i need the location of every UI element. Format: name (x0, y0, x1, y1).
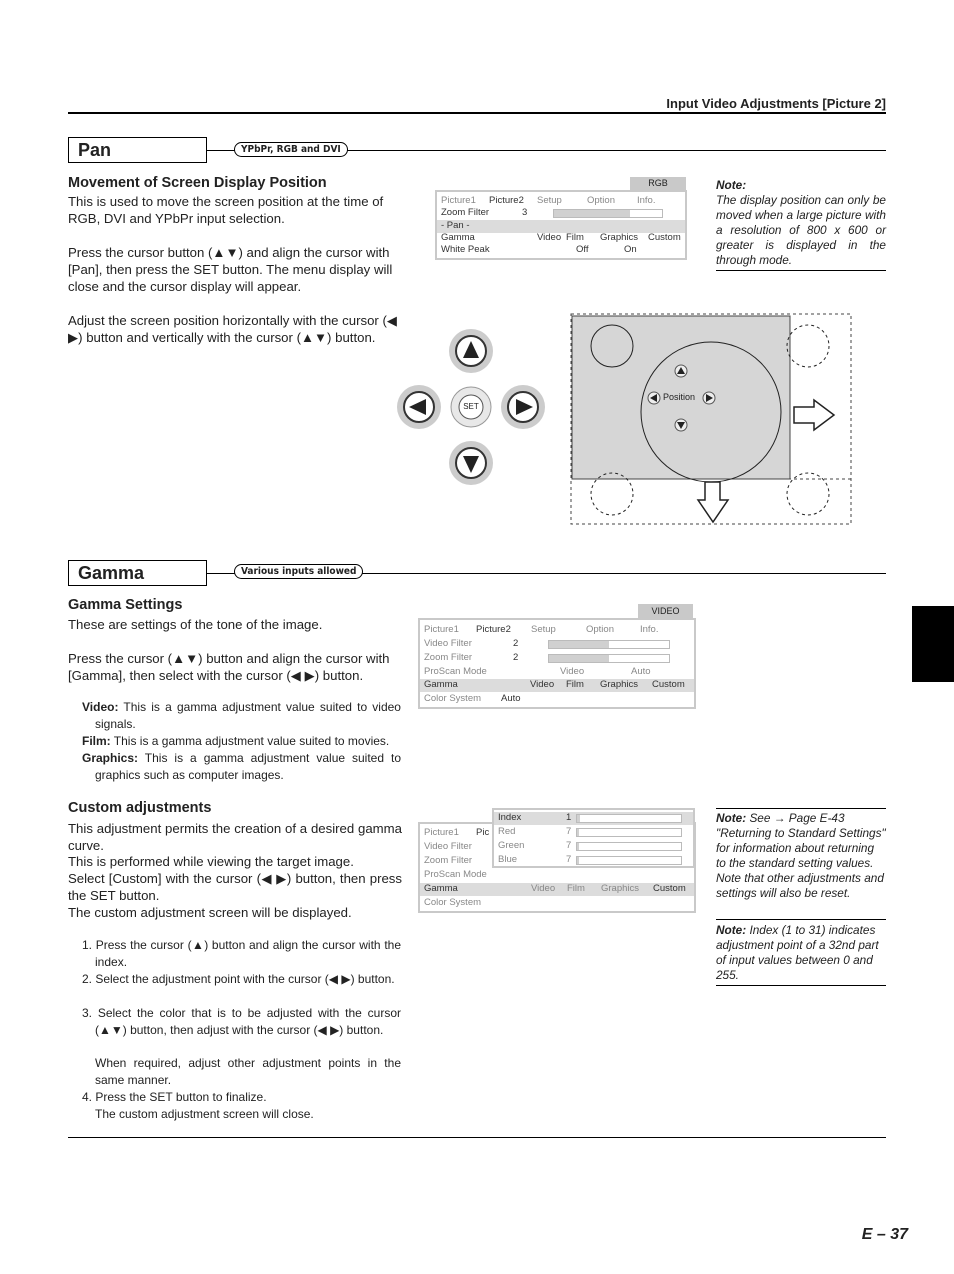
pan-section-title: Pan (68, 137, 207, 163)
gamma-video[interactable]: Video (537, 232, 562, 243)
gamma-input-tag: Various inputs allowed (234, 564, 363, 579)
c-gamma-graphics[interactable]: Graphics (601, 883, 640, 894)
gamma-para2: Press the cursor (▲▼) button and align the cursor with [Gamma], then select with the cursor (◀ ▶) button. (68, 651, 390, 683)
tab-setup[interactable]: Setup (537, 195, 562, 206)
proscan-video[interactable]: Video (560, 666, 585, 677)
def-graphics-term: Graphics: (82, 751, 139, 765)
g-tab-info[interactable]: Info. (640, 624, 659, 635)
gamma-def-film (82, 733, 401, 750)
pan-note-label: Note: (716, 178, 747, 192)
screen-position-diagram (568, 312, 858, 530)
zoom-filter-value-g: 2 (513, 652, 519, 663)
blue-label: Blue (498, 854, 518, 865)
def-video-term: Video: (82, 700, 119, 714)
page-number: E – 37 (861, 1226, 908, 1243)
custom-note2-label: Note: (716, 923, 747, 937)
g-tab-setup[interactable]: Setup (531, 624, 556, 635)
gamma-menu (418, 618, 696, 709)
white-peak-on[interactable]: On (624, 244, 637, 255)
white-peak-label: White Peak (441, 244, 490, 255)
pan-heading: Movement of Screen Display Position (68, 175, 327, 191)
def-film-term: Film: (82, 734, 111, 748)
set-button[interactable]: SET (463, 402, 479, 411)
white-peak-off[interactable]: Off (576, 244, 589, 255)
cursor-left-button[interactable] (397, 385, 441, 429)
custom-heading: Custom adjustments (68, 800, 212, 816)
zoom-filter-label-g: Zoom Filter (424, 652, 473, 663)
step-4: 4. Press the SET button to finalize. (82, 1090, 267, 1104)
custom-line3: Select [Custom] with the cursor (◀ ▶) button, then press the SET button. (68, 871, 402, 903)
custom-note-1 (716, 808, 886, 901)
gamma-graphics[interactable]: Graphics (600, 232, 639, 243)
green-label: Green (498, 840, 525, 851)
c-gamma-custom[interactable]: Custom (653, 883, 686, 894)
step-4-extra: The custom adjustment screen will close. (95, 1107, 314, 1121)
gamma-label: Gamma (441, 232, 475, 243)
pan-row[interactable]: - Pan - (441, 220, 470, 231)
tab-info[interactable]: Info. (637, 195, 656, 206)
c-color-system: Color System (424, 897, 482, 908)
pan-note (716, 178, 886, 271)
header-rule (68, 112, 886, 114)
zoom-filter-value: 3 (522, 207, 528, 218)
video-tag: VIDEO (638, 604, 693, 618)
def-graphics-text: This is a gamma adjustment value suited to graphics such as computer images. (95, 751, 402, 782)
gamma-para1: These are settings of the tone of the image. (68, 617, 323, 632)
custom-index-popup (492, 808, 695, 868)
green-slider[interactable] (576, 842, 682, 851)
cursor-down-button[interactable] (449, 441, 493, 485)
def-film-text: This is a gamma adjustment value suited to movies. (113, 734, 390, 748)
zoom-filter-label: Zoom Filter (441, 207, 490, 218)
chapter-tab (912, 606, 954, 682)
gamma-section-title: Gamma (68, 560, 207, 586)
step-3: 3. Select the color that is to be adjusted with the cursor (▲▼) button, then adjust with the cursor (◀ ▶) button. (82, 1006, 401, 1037)
def-video-text: This is a gamma adjustment value suited to video signals. (95, 700, 401, 731)
pan-para3: Adjust the screen position horizontally with the cursor (◀ ▶) button and vertically with the cursor (▲▼) button. (68, 313, 397, 345)
pan-input-tag: YPbPr, RGB and DVI (234, 142, 348, 157)
c-gamma-video[interactable]: Video (531, 883, 556, 894)
index-value: 1 (566, 812, 572, 823)
step-1: 1. Press the cursor (▲) button and align the cursor with the index. (82, 938, 401, 969)
custom-line2: This is performed while viewing the target image. (68, 854, 354, 869)
tab-option[interactable]: Option (587, 195, 615, 206)
c-video-filter: Video Filter (424, 841, 472, 852)
gamma-film-g[interactable]: Film (566, 679, 584, 690)
gamma-custom[interactable]: Custom (648, 232, 681, 243)
color-system-label: Color System (424, 693, 482, 704)
tab-picture2[interactable]: Picture2 (489, 195, 524, 206)
blue-value: 7 (566, 854, 572, 865)
c-zoom-filter: Zoom Filter (424, 855, 473, 866)
c-gamma-label[interactable]: Gamma (424, 883, 458, 894)
step-3-extra: When required, adjust other adjustment points in the same manner. (95, 1056, 401, 1087)
gamma-graphics-g[interactable]: Graphics (600, 679, 639, 690)
custom-note-2 (716, 919, 886, 986)
proscan-label: ProScan Mode (424, 666, 487, 677)
video-filter-value: 2 (513, 638, 519, 649)
gamma-custom-g[interactable]: Custom (652, 679, 685, 690)
custom-para: This adjustment permits the creation of a desired gamma curve. (68, 821, 402, 853)
video-filter-slider[interactable] (548, 640, 670, 649)
pan-para1: This is used to move the screen position at the time of RGB, DVI and YPbPr input selection. (68, 194, 384, 226)
g-tab-option[interactable]: Option (586, 624, 614, 635)
tab-picture1[interactable]: Picture1 (441, 195, 476, 206)
video-filter-label: Video Filter (424, 638, 472, 649)
custom-line4: The custom adjustment screen will be displayed. (68, 905, 352, 920)
zoom-filter-slider[interactable] (553, 209, 663, 218)
running-header: Input Video Adjustments [Picture 2] (666, 96, 886, 111)
g-tab-picture1[interactable]: Picture1 (424, 624, 459, 635)
g-tab-picture2[interactable]: Picture2 (476, 624, 511, 635)
blue-slider[interactable] (576, 856, 682, 865)
gamma-film[interactable]: Film (566, 232, 584, 243)
green-value: 7 (566, 840, 572, 851)
position-label: Position (663, 392, 696, 402)
pan-note-text: The display position can only be moved when a large picture with a resolution of 800 x 600 or greater is displayed in the through mode. (716, 193, 886, 267)
rgb-tag: RGB (630, 177, 686, 190)
index-label: Index (498, 812, 522, 823)
color-system-value: Auto (501, 693, 521, 704)
cursor-right-button[interactable] (501, 385, 545, 429)
proscan-auto[interactable]: Auto (631, 666, 651, 677)
custom-note1-text: See → Page E-43 "Returning to Standard Settings" for information about returning to the standard setting values. Note that other adjustments and settings will also be reset. (716, 811, 886, 900)
gamma-def-video (82, 699, 401, 733)
c-tab-pic[interactable]: Pic (476, 827, 490, 838)
red-slider[interactable] (576, 828, 682, 837)
index-slider[interactable] (576, 814, 682, 823)
zoom-filter-slider-g[interactable] (548, 654, 670, 663)
footer-rule (68, 1137, 886, 1138)
c-gamma-film[interactable]: Film (567, 883, 585, 894)
step-2: 2. Select the adjustment point with the cursor (◀ ▶) button. (82, 972, 395, 986)
red-value: 7 (566, 826, 572, 837)
gamma-video-g[interactable]: Video (530, 679, 555, 690)
custom-note2-text: Index (1 to 31) indicates adjustment point of a 32nd part of input values between 0 and 255. (716, 923, 879, 982)
gamma-heading: Gamma Settings (68, 597, 183, 613)
gamma-def-graphics (82, 750, 401, 784)
pan-para2: Press the cursor button (▲▼) and align the cursor with [Pan], then press the SET button. The menu display will close and the cursor display will appear. (68, 245, 393, 294)
cursor-up-button[interactable] (449, 329, 493, 373)
gamma-label-g[interactable]: Gamma (424, 679, 458, 690)
pan-menu (435, 190, 687, 260)
custom-note1-label: Note: (716, 811, 747, 825)
red-label: Red (498, 826, 516, 837)
c-proscan: ProScan Mode (424, 869, 487, 880)
c-tab-picture1[interactable]: Picture1 (424, 827, 459, 838)
